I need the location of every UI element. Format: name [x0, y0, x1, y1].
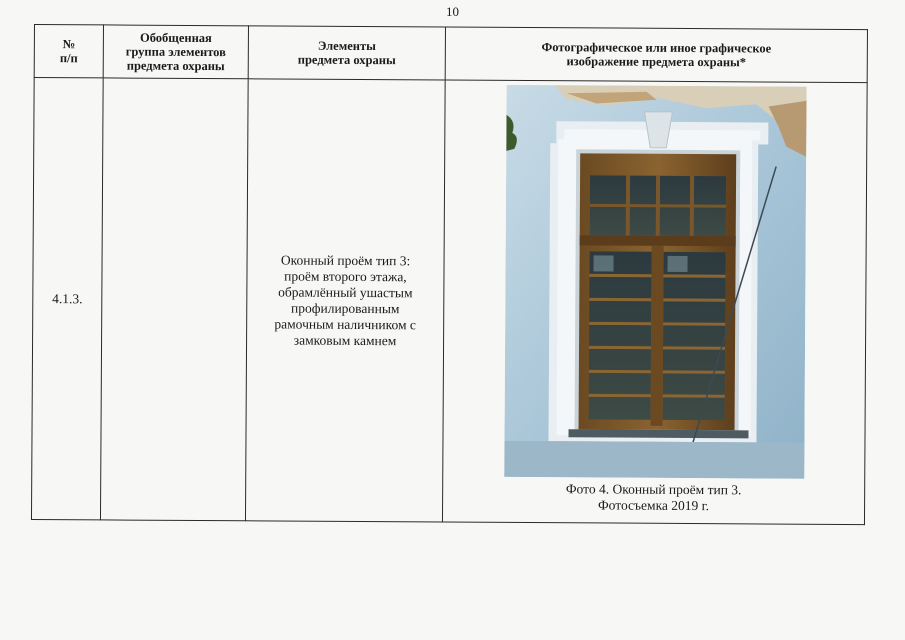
table-row — [31, 78, 867, 525]
photo-caption-line2: Фотосъемка 2019 г. — [597, 497, 710, 514]
heritage-table — [31, 24, 868, 525]
header-group-line3: предмета охраны — [126, 58, 225, 74]
row-elements-line: замковым камнем — [293, 332, 397, 348]
row-elements-line: проём второго этажа, — [284, 268, 407, 284]
header-group — [103, 25, 248, 79]
row-elements-line: профилированным — [291, 300, 400, 316]
header-number-line2: п/п — [59, 51, 78, 66]
header-number-line1: № — [62, 37, 76, 52]
header-photo — [445, 27, 867, 83]
header-group-line2: группа элементов — [125, 44, 226, 60]
page-number: 10 — [446, 4, 459, 19]
header-photo-line1: Фотографическое или иное графическое — [541, 40, 772, 56]
header-elements-line1: Элементы — [317, 38, 376, 54]
row-elements-line: рамочным наличником с — [274, 315, 416, 332]
header-photo-line2: изображение предмета охраны* — [566, 54, 747, 70]
photo-caption — [447, 481, 860, 516]
header-elements-line2: предмета охраны — [297, 52, 396, 68]
row-number: 4.1.3. — [31, 78, 103, 520]
photo-caption-line1: Фото 4. Оконный проём тип 3. — [565, 481, 742, 498]
header-group-line1: Обобщенная — [139, 30, 212, 46]
row-elements — [245, 79, 445, 522]
window-photo — [504, 85, 806, 479]
header-elements — [248, 26, 445, 80]
table-header-row — [34, 25, 867, 83]
row-photo-cell — [442, 80, 867, 525]
header-number — [34, 25, 103, 78]
row-elements-line: обрамлённый ушастым — [278, 283, 413, 300]
row-group — [100, 78, 248, 521]
row-elements-line: Оконный проём тип 3: — [280, 252, 411, 268]
